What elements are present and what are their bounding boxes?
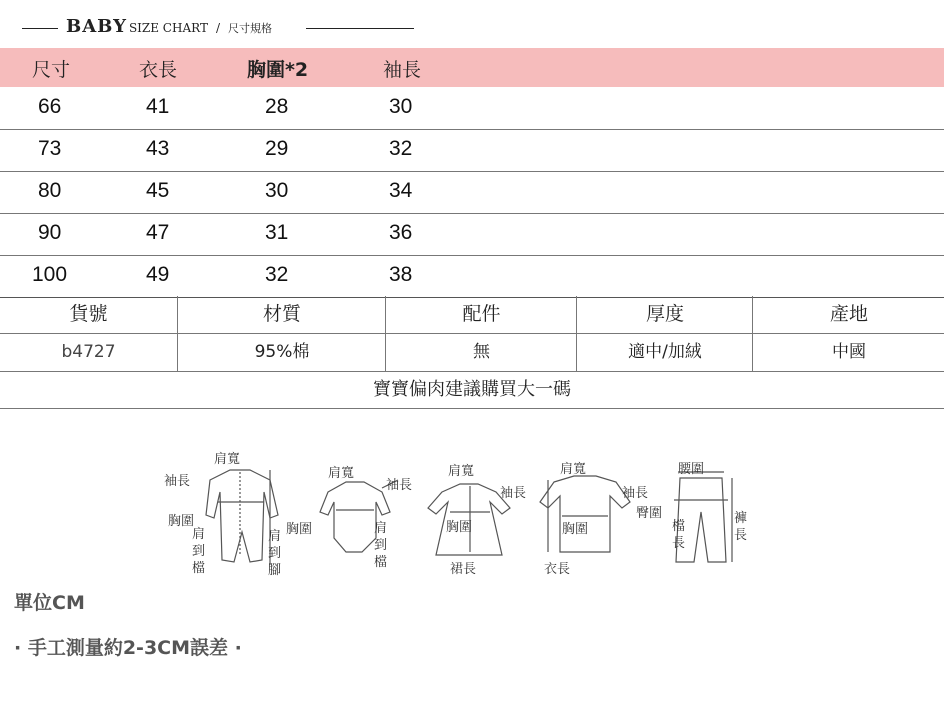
bodysuit-chest-label: 胸圍 xyxy=(286,522,313,537)
cell-chest: 31 xyxy=(265,221,289,244)
table-row xyxy=(0,213,944,256)
cell-chest: 29 xyxy=(265,137,289,160)
info-origin: 中國 xyxy=(752,334,944,371)
unit-label: 單位CM xyxy=(14,592,85,614)
info-header-accessories: 配件 xyxy=(385,296,577,333)
cell-size: 66 xyxy=(38,95,62,118)
pants-waist-label: 腰圍 xyxy=(678,462,705,477)
header-title xyxy=(66,16,272,37)
pants-rise-label: 檔長 xyxy=(672,519,686,551)
romper-shoulder-crotch-label: 肩到檔 xyxy=(192,527,206,576)
romper-chest-label: 胸圍 xyxy=(168,514,195,529)
top-chest-label: 胸圍 xyxy=(562,522,589,537)
tolerance-note: · 手工測量約2-3CM誤差 · xyxy=(14,637,242,659)
top-shoulder-label: 肩寬 xyxy=(560,462,587,477)
cell-size: 100 xyxy=(32,263,68,286)
cell-sleeve: 32 xyxy=(389,137,413,160)
dress-chest-label: 胸圍 xyxy=(446,520,473,535)
cell-size: 90 xyxy=(38,221,62,244)
romper-shoulder-foot-label: 肩到腳 xyxy=(268,529,282,578)
info-item-no: b4727 xyxy=(61,342,116,362)
cell-length: 45 xyxy=(146,179,170,202)
cell-sleeve: 36 xyxy=(389,221,413,244)
cell-size: 73 xyxy=(38,137,62,160)
header-rule-right xyxy=(306,28,414,29)
cell-sleeve: 30 xyxy=(389,95,413,118)
header-zh-text: 尺寸規格 xyxy=(228,22,272,35)
pants-length-label: 褲長 xyxy=(734,511,748,543)
cell-length: 43 xyxy=(146,137,170,160)
info-accessories: 無 xyxy=(385,334,577,371)
info-header-item-no: 貨號 xyxy=(69,303,108,325)
info-value-row xyxy=(0,334,944,372)
info-header-row xyxy=(0,296,944,334)
cell-chest: 32 xyxy=(265,263,289,286)
col-header-sleeve: 袖長 xyxy=(383,59,422,81)
cell-sleeve: 34 xyxy=(389,179,413,202)
table-row xyxy=(0,255,944,298)
info-header-thickness: 厚度 xyxy=(576,296,753,333)
measurement-diagrams xyxy=(150,440,770,590)
top-sleeve-label: 袖長 xyxy=(622,486,649,501)
header-slash: / xyxy=(215,21,220,35)
col-header-chest: 胸圍*2 xyxy=(247,59,309,81)
info-material: 95%棉 xyxy=(177,334,386,371)
info-header-material: 材質 xyxy=(177,296,386,333)
bodysuit-shoulder-crotch-label: 肩到檔 xyxy=(374,521,388,570)
table-row xyxy=(0,171,944,214)
bodysuit-sleeve-label: 袖長 xyxy=(386,478,413,493)
top-illustration xyxy=(540,476,630,552)
dress-sleeve-label: 袖長 xyxy=(500,486,527,501)
cell-length: 41 xyxy=(146,95,170,118)
header-rule-left xyxy=(22,28,58,29)
cell-chest: 28 xyxy=(265,95,289,118)
bodysuit-shoulder-label: 肩寬 xyxy=(328,466,355,481)
table-row xyxy=(0,87,944,130)
cell-size: 80 xyxy=(38,179,62,202)
size-chart-text: SIZE CHART xyxy=(128,21,208,35)
size-chart-header xyxy=(22,14,422,42)
col-header-size: 尺寸 xyxy=(32,59,71,81)
info-thickness: 適中/加絨 xyxy=(576,334,753,371)
info-header-origin: 產地 xyxy=(752,296,944,333)
cell-length: 47 xyxy=(146,221,170,244)
dress-length-label: 裙長 xyxy=(450,562,477,577)
dress-shoulder-label: 肩寬 xyxy=(448,464,475,479)
brand-text: BABY xyxy=(66,16,127,37)
cell-chest: 30 xyxy=(265,179,289,202)
pants-hip-label: 臀圍 xyxy=(636,506,663,521)
size-advice-note: 寶寶偏肉建議購買大一碼 xyxy=(0,372,944,409)
col-header-length: 衣長 xyxy=(139,59,178,81)
cell-length: 49 xyxy=(146,263,170,286)
top-length-label: 衣長 xyxy=(544,562,571,577)
romper-shoulder-label: 肩寬 xyxy=(214,452,241,467)
romper-sleeve-label: 袖長 xyxy=(164,474,191,489)
cell-sleeve: 38 xyxy=(389,263,413,286)
table-row xyxy=(0,129,944,172)
